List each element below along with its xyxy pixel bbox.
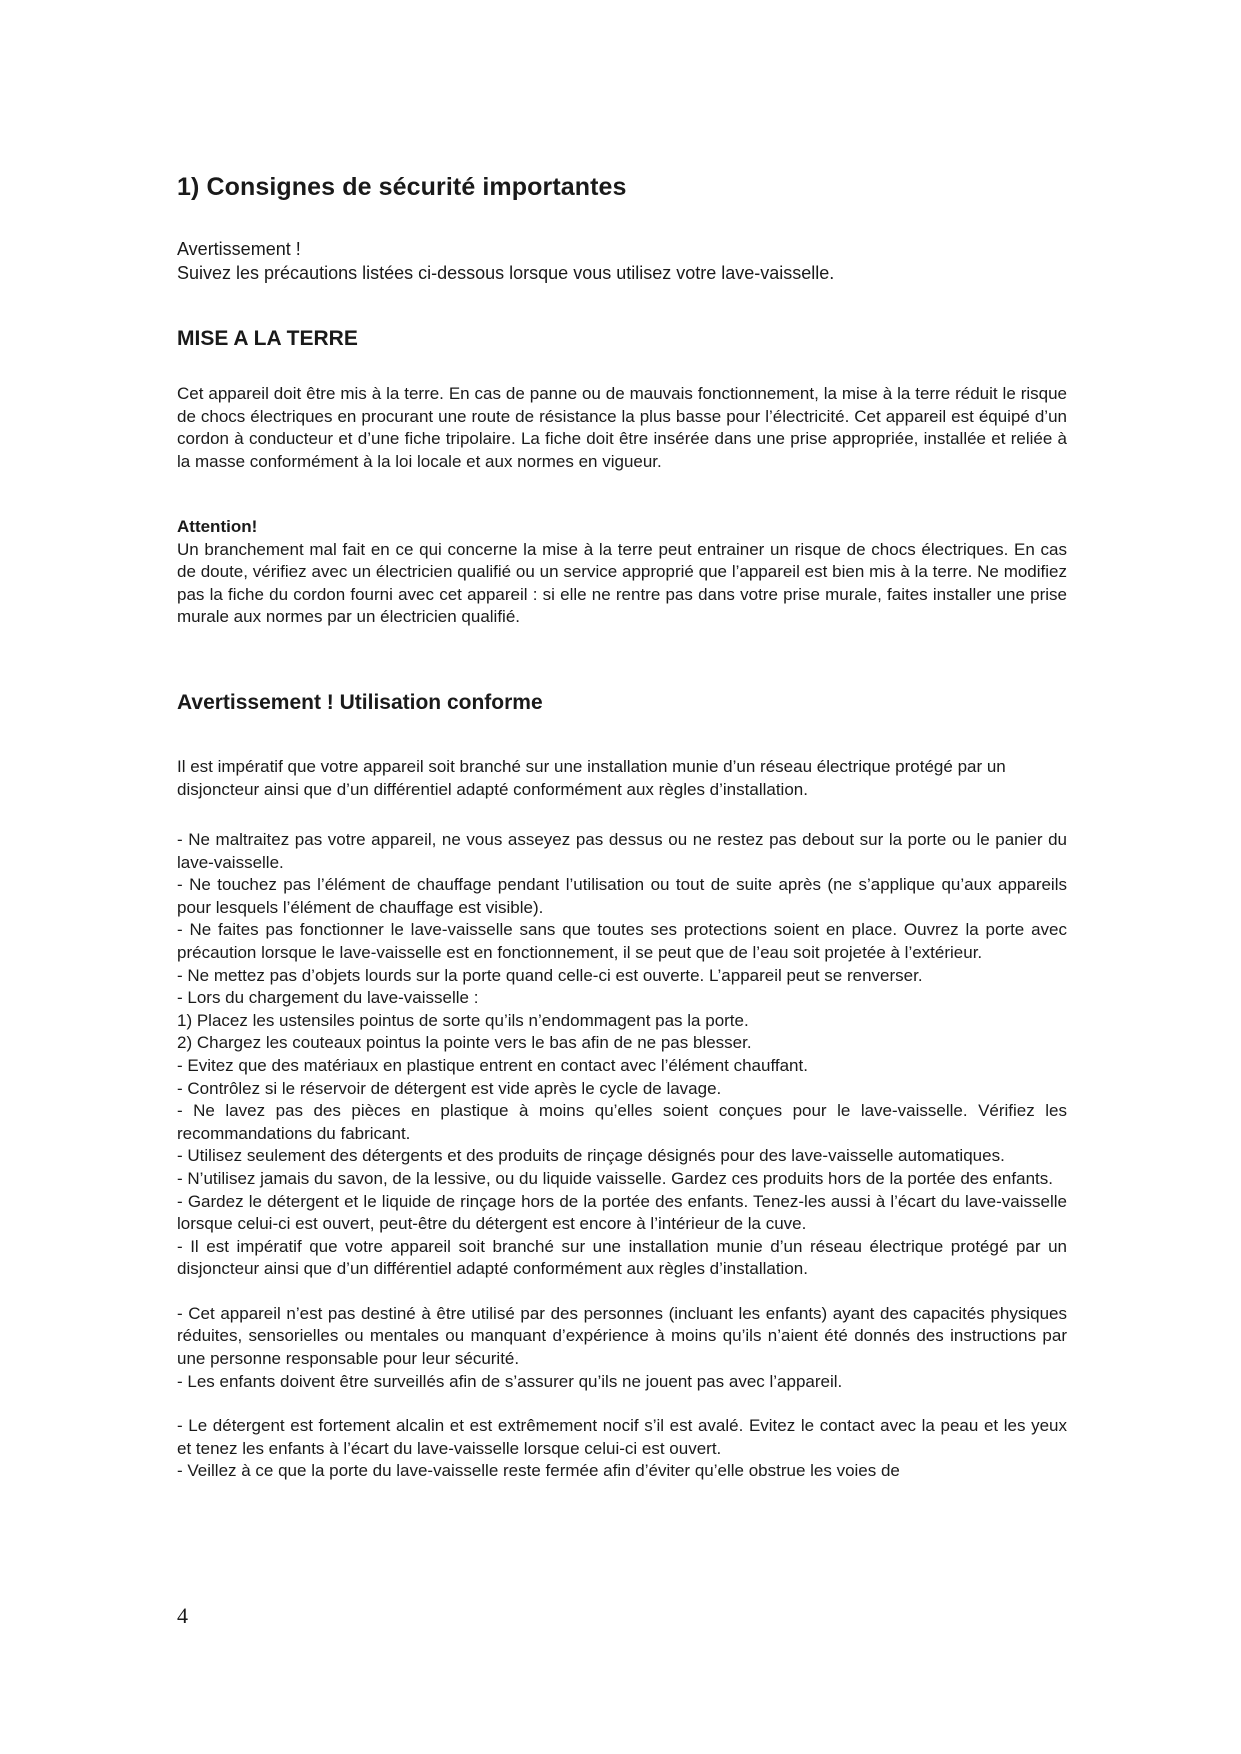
usage-intro: Il est impératif que votre appareil soit branché sur une installation munie d’un réseau électrique protégé par un disjoncteur ainsi que d’un différentiel adapté conformément aux règles d’installation. (177, 757, 1006, 799)
grounding-paragraph: Cet appareil doit être mis à la terre. En cas de panne ou de mauvais fonctionnement, la mise à la terre réduit le risque de chocs électriques en procurant une route de résistance la plus basse pour l’électricité. Cet appareil est équipé d’un cordon à conducteur et d’une fiche tripolaire. La fiche doit être insérée dans une prise appropriée, installée et reliée à la masse conformément à la loi locale et aux normes en vigueur. (177, 384, 1067, 471)
page-number: 4 (177, 1603, 188, 1628)
safety-group-1 (177, 829, 1067, 1281)
list-item: - Ne maltraitez pas votre appareil, ne vous asseyez pas dessus ou ne restez pas debout sur la porte ou le panier du lave-vaisselle. (177, 830, 1067, 872)
list-item: 2) Chargez les couteaux pointus la pointe vers le bas afin de ne pas blesser. (177, 1033, 752, 1053)
list-item: - Gardez le détergent et le liquide de rinçage hors de la portée des enfants. Tenez-les aussi à l’écart du lave-vaisselle lorsque celui-ci est ouvert, peut-être du détergent est encore à l’intérieur de la cuve. (177, 1191, 1067, 1234)
list-item: - Les enfants doivent être surveillés afin de s’assurer qu’ils ne jouent pas avec l’appareil. (177, 1371, 843, 1391)
safety-list (177, 829, 1067, 1483)
list-item: - Veillez à ce que la porte du lave-vaisselle reste fermée afin d’éviter qu’elle obstrue les voies de (177, 1461, 900, 1481)
list-item: - Lors du chargement du lave-vaisselle : (177, 988, 479, 1008)
list-item: - Il est impératif que votre appareil soit branché sur une installation munie d’un réseau électrique protégé par un disjoncteur ainsi que d’un différentiel adapté conformément aux règles d’installation. (177, 1236, 1067, 1279)
list-item: - N’utilisez jamais du savon, de la lessive, ou du liquide vaisselle. Gardez ces produits hors de la portée des enfants. (177, 1168, 1053, 1188)
safety-group-3 (177, 1415, 1067, 1483)
attention-block (177, 516, 1067, 629)
list-item: 1) Placez les ustensiles pointus de sorte qu’ils n’endommagent pas la porte. (177, 1010, 749, 1030)
grounding-heading: MISE A LA TERRE (177, 327, 358, 350)
list-item: - Utilisez seulement des détergents et des produits de rinçage désignés pour des lave-vaisselle automatiques. (177, 1146, 1005, 1166)
spacer (177, 1393, 1067, 1415)
list-item: - Evitez que des matériaux en plastique entrent en contact avec l’élément chauffant. (177, 1055, 808, 1075)
attention-title: Attention! (177, 517, 258, 536)
usage-heading: Avertissement ! Utilisation conforme (177, 691, 543, 714)
list-item: - Le détergent est fortement alcalin et est extrêmement nocif s’il est avalé. Evitez le contact avec la peau et les yeux et tenez les enfants à l’écart du lave-vaisselle lorsque celui-ci est ouvert. (177, 1416, 1067, 1458)
warning-text: Suivez les précautions listées ci-dessous lorsque vous utilisez votre lave-vaisselle. (177, 263, 835, 283)
page-title: 1) Consignes de sécurité importantes (177, 173, 627, 201)
warning-block (177, 237, 1077, 285)
list-item: - Ne faites pas fonctionner le lave-vaisselle sans que toutes ses protections soient en place. Ouvrez la porte avec précaution lorsque le lave-vaisselle est en fonctionnement, il se peut que de l’eau soit projetée à l’extérieur. (177, 920, 1067, 962)
list-item: - Cet appareil n’est pas destiné à être utilisé par des personnes (incluant les enfants) ayant des capacités physiques réduites, sensorielles ou mentales ou manquant d’expérience à moins qu’ils n’aient été donnés des instructions par une personne responsable pour leur sécurité. (177, 1303, 1067, 1369)
list-item: - Contrôlez si le réservoir de détergent est vide après le cycle de lavage. (177, 1078, 722, 1098)
list-item: - Ne mettez pas d’objets lourds sur la porte quand celle-ci est ouverte. L’appareil peut se renverser. (177, 965, 923, 985)
spacer (177, 1281, 1067, 1303)
attention-paragraph: Un branchement mal fait en ce qui concerne la mise à la terre peut entrainer un risque de chocs électriques. En cas de doute, vérifiez avec un électricien qualifié ou un service approprié que l’appareil est bien mis à la terre. Ne modifiez pas la fiche du cordon fourni avec cet appareil : si elle ne rentre pas dans votre prise murale, faites installer une prise murale aux normes par un électricien qualifié. (177, 539, 1067, 627)
warning-label: Avertissement ! (177, 239, 301, 259)
list-item: - Ne lavez pas des pièces en plastique à moins qu’elles soient conçues pour le lave-vaisselle. Vérifiez les recommandations du fabricant. (177, 1101, 1067, 1143)
safety-group-2 (177, 1303, 1067, 1393)
list-item: - Ne touchez pas l’élément de chauffage pendant l’utilisation ou tout de suite après (ne s’applique qu’aux appareils pour lesquels l’élément de chauffage est visible). (177, 875, 1067, 917)
